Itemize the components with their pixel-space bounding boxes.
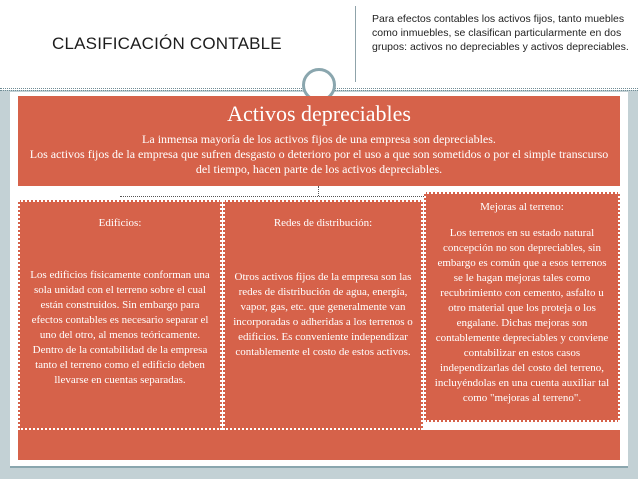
header-note: Para efectos contables los activos fijos, tanto muebles como inmuebles, se clasifican particularmente en dos grupos: activos no depreciables y activos depreciables.: [372, 13, 629, 53]
header-divider: [355, 6, 356, 82]
box-edificios-text: Los edificios físicamente conforman una sola unidad con el terreno sobre el cual están construidos. Sin embargo para efectos contables es necesario separar el uno del otro, al menos teóricamente. Dentro de la contabilidad de la empresa tanto el terreno como el edificio deben llevarse en cuentas separadas.: [30, 269, 210, 386]
box-redes: [223, 200, 423, 430]
asset-boxes: [18, 200, 620, 430]
box-mejoras: [424, 192, 620, 422]
box-mejoras-title: Mejoras al terreno:: [480, 201, 564, 213]
box-edificios-title: Edificios:: [98, 217, 142, 229]
banner-text: [28, 132, 610, 177]
diagram-connector-vertical: [318, 186, 319, 196]
box-edificios: [18, 200, 222, 430]
footer-band: [18, 430, 620, 460]
banner-title: Activos depreciables: [227, 101, 411, 126]
slide-title: CLASIFICACIÓN CONTABLE: [52, 34, 282, 53]
box-redes-text: Otros activos fijos de la empresa son las redes de distribución de agua, energía, vapor, gas, etc. que generalmente van incorporadas o adheridas a los terrenos o edificios. Es conveniente independizar contablemente el costo de estos activos.: [233, 271, 413, 358]
box-redes-title: Redes de distribución:: [273, 217, 373, 229]
depreciable-banner: [18, 96, 620, 186]
box-mejoras-text: Los terrenos en su estado natural concepción no son depreciables, sin embargo es común que a esos terrenos se le hagan mejoras tales como recubrimiento con cemento, asfalto u otro material que los proteja o los engalane. Dichas mejoras son contablemente depreciables y conviene contabilizar en estos casos independizarlas del costo del terreno, incluyéndolas en una cuenta auxiliar tal como "mejoras al terreno".: [434, 227, 610, 404]
banner-line-2: Los activos fijos de la empresa que sufren desgasto o deterioro por el uso a que son sometidos o por el simple transcurso del tiempo, hacen parte de los activos depreciables.: [29, 147, 609, 176]
banner-line-1: La inmensa mayoría de los activos fijos de una empresa son depreciables.: [142, 132, 496, 146]
